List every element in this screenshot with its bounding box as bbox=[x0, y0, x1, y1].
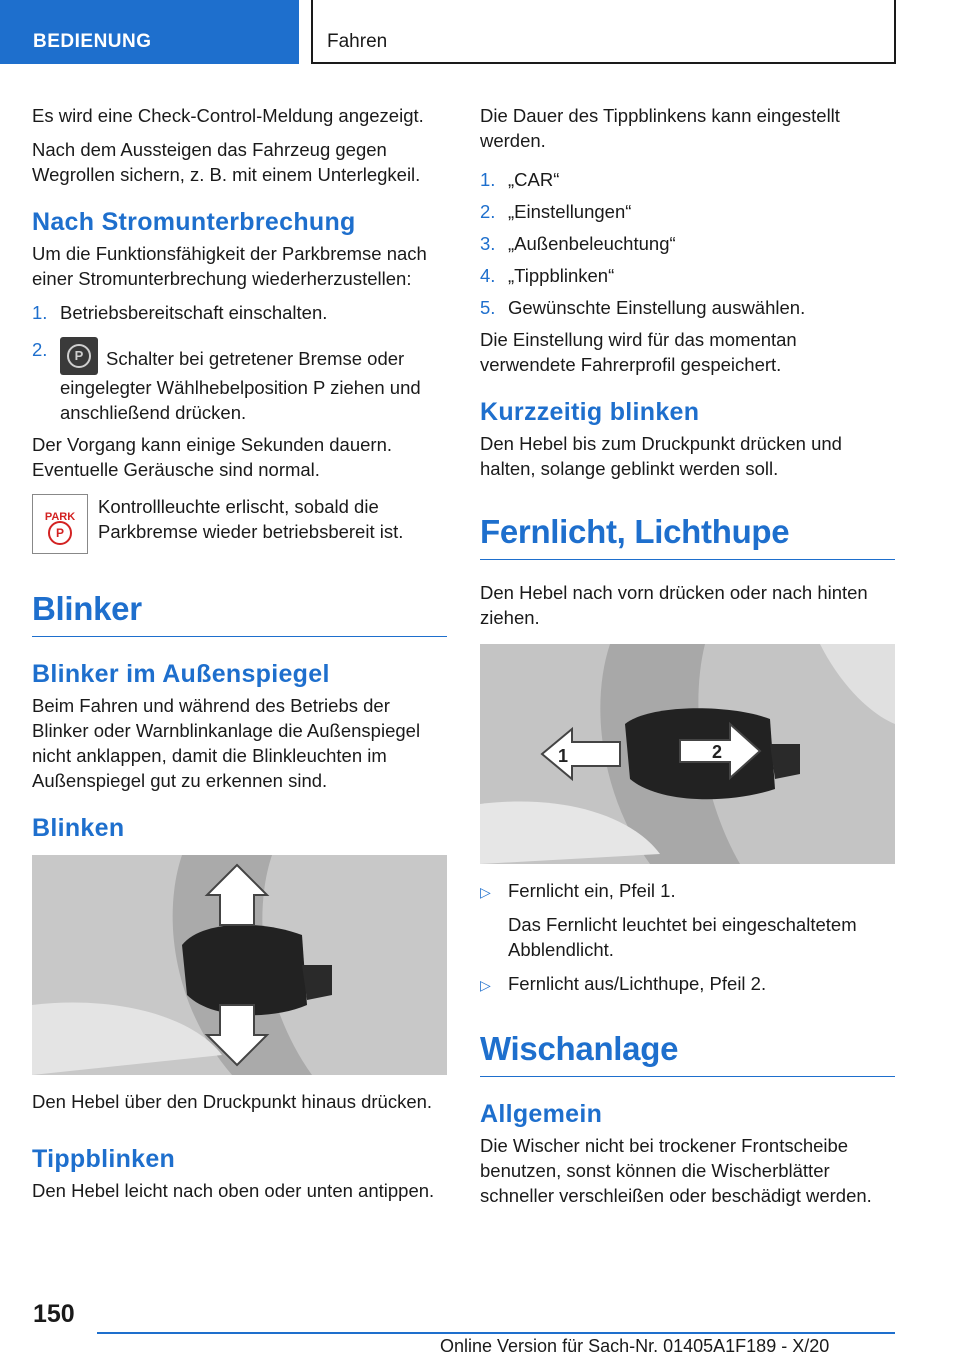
arrow-label-1: 1 bbox=[558, 746, 569, 766]
list-number: 5. bbox=[480, 297, 496, 318]
list-text: Betriebsbereitschaft einschalten. bbox=[60, 302, 328, 323]
list-item bbox=[480, 167, 895, 192]
section-tab: BEDIENUNG bbox=[0, 0, 299, 64]
paragraph: Den Hebel über den Druckpunkt hinaus drücken. bbox=[32, 1091, 433, 1112]
paragraph: Beim Fahren und während des Betriebs der Blinker oder Warnblinkanlage die Außenspiegel nicht anklappen, damit die Blinkleuchten im Außenspiegel gut zu erkennen sind. bbox=[32, 695, 421, 791]
lever-illustration bbox=[480, 644, 895, 864]
park-indicator-icon bbox=[32, 494, 88, 554]
list-number: 1. bbox=[32, 302, 48, 323]
list-number: 2. bbox=[32, 339, 48, 360]
heading-kurzzeitig-blinken: Kurzzeitig blinken bbox=[480, 398, 700, 426]
list-number: 3. bbox=[480, 233, 496, 254]
heading-allgemein: Allgemein bbox=[480, 1100, 603, 1128]
list-text: „Einstellungen“ bbox=[508, 201, 632, 222]
footer-text: Online Version für Sach-Nr. 01405A1F189 - X/20 bbox=[440, 1336, 830, 1356]
park-indicator-symbol: P bbox=[48, 521, 72, 545]
chapter-tab: Fahren bbox=[311, 0, 896, 64]
list-text: „Tippblinken“ bbox=[508, 265, 615, 286]
bullet-marker: ▷ bbox=[480, 977, 491, 993]
paragraph: Die Wischer nicht bei trockener Frontscheibe benutzen, sonst können die Wischerblätter schneller verschleißen oder beschädigt werden. bbox=[480, 1135, 872, 1206]
list-number: 1. bbox=[480, 169, 496, 190]
indicator-note bbox=[32, 494, 447, 554]
list-item bbox=[32, 300, 447, 325]
paragraph: Den Hebel leicht nach oben oder unten antippen. bbox=[32, 1180, 435, 1201]
heading-blinker-aussenspiegel: Blinker im Außenspiegel bbox=[32, 660, 330, 688]
indicator-text: Kontrollleuchte erlischt, sobald die Parkbremse wieder betriebsbereit ist. bbox=[98, 496, 404, 542]
page-header bbox=[0, 0, 960, 66]
footer-divider bbox=[97, 1332, 895, 1334]
paragraph: Um die Funktionsfähigkeit der Parkbremse nach einer Stromunterbrechung wiederherzustellen: bbox=[32, 243, 427, 289]
heading-blinken: Blinken bbox=[32, 814, 125, 842]
paragraph: Der Vorgang kann einige Sekunden dauern. Eventuelle Geräusche sind normal. bbox=[32, 434, 392, 480]
heading-blinker: Blinker bbox=[32, 590, 447, 637]
list-item bbox=[480, 263, 895, 288]
heading-wischanlage: Wischanlage bbox=[480, 1030, 895, 1077]
heading-fernlicht: Fernlicht, Lichthupe bbox=[480, 513, 895, 560]
arrow-label-2: 2 bbox=[712, 742, 723, 762]
park-indicator-label: PARK bbox=[44, 511, 76, 523]
heading-tippblinken: Tippblinken bbox=[32, 1145, 176, 1173]
bullet-text: Fernlicht ein, Pfeil 1. bbox=[508, 880, 676, 901]
parking-brake-button-icon bbox=[60, 337, 98, 375]
paragraph: Den Hebel nach vorn drücken oder nach hinten ziehen. bbox=[480, 582, 868, 628]
list-text: „CAR“ bbox=[508, 169, 560, 190]
paragraph: Die Dauer des Tippblinkens kann eingestellt werden. bbox=[480, 105, 840, 151]
bullet-marker: ▷ bbox=[480, 884, 491, 900]
list-item bbox=[480, 199, 895, 224]
list-text: „Außenbeleuchtung“ bbox=[508, 233, 676, 254]
page-number: 150 bbox=[33, 1300, 75, 1328]
high-beam-lever-image bbox=[480, 644, 895, 864]
turn-signal-lever-image bbox=[32, 855, 447, 1075]
lever-illustration bbox=[32, 855, 447, 1075]
paragraph: Es wird eine Check-Control-Meldung angezeigt. bbox=[32, 105, 424, 126]
list-item bbox=[480, 231, 895, 256]
paragraph: Den Hebel bis zum Druckpunkt drücken und halten, solange geblinkt werden soll. bbox=[480, 433, 842, 479]
list-item bbox=[480, 295, 895, 320]
bullet-item bbox=[480, 971, 895, 998]
right-column bbox=[480, 103, 895, 1217]
left-column bbox=[32, 103, 447, 1212]
bullet-subtext: Das Fernlicht leuchtet bei eingeschaltetem Abblendlicht. bbox=[508, 914, 857, 960]
parking-brake-symbol: P bbox=[67, 344, 91, 368]
list-number: 2. bbox=[480, 201, 496, 222]
list-text: Gewünschte Einstellung auswählen. bbox=[508, 297, 806, 318]
list-number: 4. bbox=[480, 265, 496, 286]
paragraph: Nach dem Aussteigen das Fahrzeug gegen Wegrollen sichern, z. B. mit einem Unterlegkeil. bbox=[32, 139, 421, 185]
list-item bbox=[32, 337, 447, 425]
heading-stromunterbrechung: Nach Stromunterbrechung bbox=[32, 208, 356, 236]
list-text: Schalter bei getretener Bremse oder eingelegter Wählhebelposition P ziehen und anschließend drücken. bbox=[60, 348, 421, 423]
paragraph: Die Einstellung wird für das momentan verwendete Fahrerprofil gespeichert. bbox=[480, 329, 797, 375]
bullet-item bbox=[480, 878, 895, 905]
bullet-text: Fernlicht aus/Lichthupe, Pfeil 2. bbox=[508, 973, 767, 994]
